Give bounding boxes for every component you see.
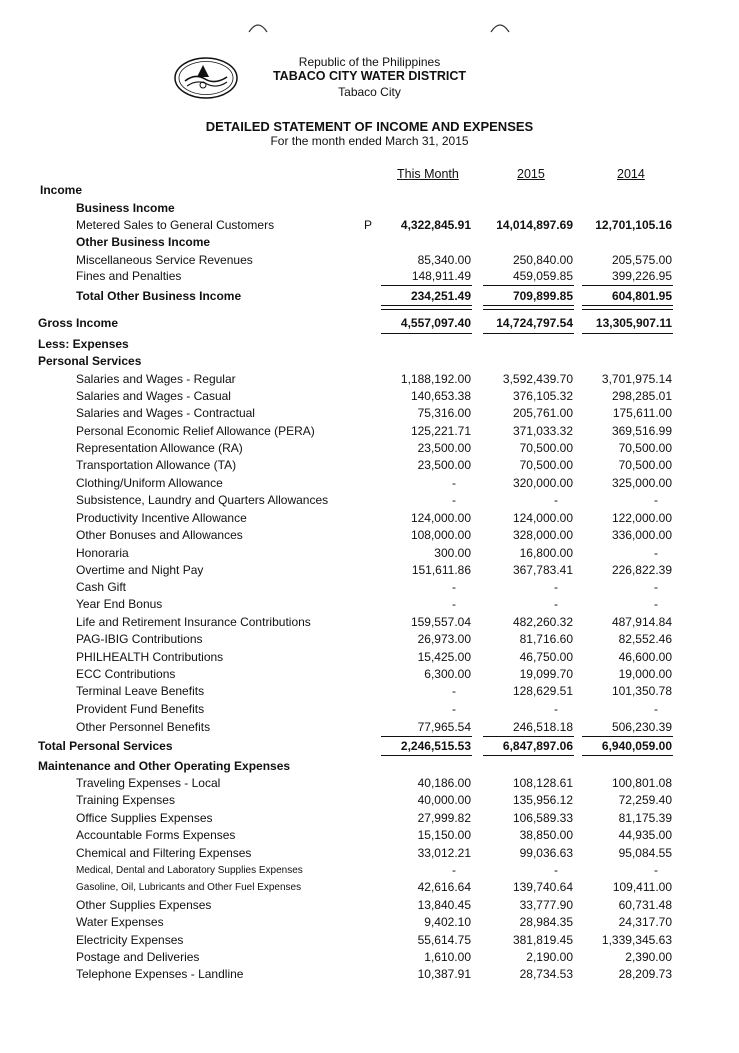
this-month-value: 15,150.00 (417, 828, 471, 842)
year-2014-value: 100,801.08 (611, 776, 672, 790)
year-2015-value: 459,059.85 (512, 269, 573, 283)
year-2014-value: 226,822.39 (611, 563, 672, 577)
table-row (0, 632, 739, 649)
year-2014-value: 325,000.00 (611, 476, 672, 490)
year-2015-value: - (554, 863, 558, 877)
year-2015-value: 320,000.00 (512, 476, 573, 490)
this-month-value: - (452, 684, 456, 698)
year-2014-value: - (654, 493, 658, 507)
row-label: Metered Sales to General Customers (76, 218, 275, 232)
table-row (0, 354, 739, 371)
year-2015-value: 108,128.61 (512, 776, 573, 790)
table-row (0, 933, 739, 950)
row-label: Office Supplies Expenses (76, 811, 213, 825)
year-2014-value: 70,500.00 (618, 441, 672, 455)
table-row (0, 493, 739, 510)
year-2014-value: 12,701,105.16 (595, 218, 672, 232)
punch-hole-mark (248, 20, 268, 34)
row-label: Salaries and Wages - Contractual (76, 406, 255, 420)
table-row (0, 389, 739, 406)
total-rule (483, 333, 574, 334)
year-2014-value: 24,317.70 (618, 915, 672, 929)
row-label: Income (40, 183, 83, 197)
table-row (0, 915, 739, 932)
table-row (0, 337, 739, 354)
row-label: Maintenance and Other Operating Expenses (38, 759, 291, 773)
row-label: Gasoline, Oil, Lubricants and Other Fuel Expenses (76, 882, 302, 893)
table-row (0, 967, 739, 984)
row-label: Salaries and Wages - Regular (76, 372, 236, 386)
year-2015-value: 205,761.00 (512, 406, 573, 420)
year-2014-value: 1,339,345.63 (601, 933, 672, 947)
table-row (0, 253, 739, 270)
table-row (0, 580, 739, 597)
table-row (0, 667, 739, 684)
row-label: Cash Gift (76, 580, 127, 594)
row-label: Subsistence, Laundry and Quarters Allowances (76, 493, 329, 507)
this-month-value: 159,557.04 (410, 615, 471, 629)
row-label: Traveling Expenses - Local (76, 776, 221, 790)
total-rule (483, 755, 574, 756)
table-row (0, 441, 739, 458)
subtotal-rule (381, 736, 472, 737)
table-row (0, 201, 739, 218)
this-month-value: 9,402.10 (424, 915, 471, 929)
year-2015-value: 139,740.64 (512, 880, 573, 894)
row-label: PHILHEALTH Contributions (76, 650, 224, 664)
table-row (0, 739, 739, 756)
row-label: Other Supplies Expenses (76, 898, 212, 912)
this-month-value: 77,965.54 (417, 720, 471, 734)
year-2015-value: 124,000.00 (512, 511, 573, 525)
this-month-value: 125,221.71 (410, 424, 471, 438)
currency-symbol: P (364, 218, 373, 232)
year-2014-value: 506,230.39 (611, 720, 672, 734)
row-label: Honoraria (76, 546, 129, 560)
this-month-value: - (452, 493, 456, 507)
year-2014-value: 205,575.00 (611, 253, 672, 267)
table-row (0, 776, 739, 793)
this-month-value: 4,322,845.91 (400, 218, 471, 232)
year-2015-value: - (554, 597, 558, 611)
column-header-2014: 2014 (617, 167, 645, 181)
year-2014-value: 369,516.99 (611, 424, 672, 438)
header-republic: Republic of the Philippines (298, 55, 441, 69)
year-2015-value: 81,716.60 (519, 632, 573, 646)
year-2015-value: 99,036.63 (519, 846, 573, 860)
this-month-value: 13,840.45 (417, 898, 471, 912)
this-month-value: 42,616.64 (417, 880, 471, 894)
year-2015-value: 70,500.00 (519, 458, 573, 472)
year-2014-value: - (654, 546, 658, 560)
this-month-value: 108,000.00 (410, 528, 471, 542)
table-row (0, 563, 739, 580)
row-label: Medical, Dental and Laboratory Supplies Expenses (76, 865, 303, 876)
row-label: PAG-IBIG Contributions (76, 632, 203, 646)
year-2014-value: 101,350.78 (611, 684, 672, 698)
row-label: Transportation Allowance (TA) (76, 458, 237, 472)
year-2015-value: 33,777.90 (519, 898, 573, 912)
table-row (0, 702, 739, 719)
header-city: Tabaco City (338, 85, 401, 99)
year-2015-value: 70,500.00 (519, 441, 573, 455)
row-label: Water Expenses (76, 915, 164, 929)
year-2015-value: 367,783.41 (512, 563, 573, 577)
row-label: Provident Fund Benefits (76, 702, 205, 716)
table-row (0, 546, 739, 563)
year-2014-value: - (654, 702, 658, 716)
this-month-value: 15,425.00 (417, 650, 471, 664)
year-2014-value: 60,731.48 (618, 898, 672, 912)
year-2014-value: - (654, 597, 658, 611)
year-2015-value: 482,260.32 (512, 615, 573, 629)
this-month-value: - (452, 702, 456, 716)
row-label: Year End Bonus (76, 597, 163, 611)
this-month-value: 23,500.00 (417, 441, 471, 455)
table-row (0, 950, 739, 967)
year-2015-value: 16,800.00 (519, 546, 573, 560)
row-label: Salaries and Wages - Casual (76, 389, 231, 403)
row-label: Training Expenses (76, 793, 175, 807)
row-label: Accountable Forms Expenses (76, 828, 236, 842)
year-2014-value: 70,500.00 (618, 458, 672, 472)
row-label: Other Personnel Benefits (76, 720, 211, 734)
this-month-value: 148,911.49 (411, 269, 471, 283)
row-label: Fines and Penalties (76, 269, 182, 283)
table-row (0, 759, 739, 776)
year-2014-value: 81,175.39 (618, 811, 672, 825)
table-row (0, 828, 739, 845)
year-2014-value: 6,940,059.00 (601, 739, 672, 753)
this-month-value: 1,610.00 (424, 950, 471, 964)
year-2015-value: 2,190.00 (526, 950, 573, 964)
table-row (0, 183, 739, 200)
table-row (0, 458, 739, 475)
year-2015-value: 371,033.32 (512, 424, 573, 438)
row-label: Postage and Deliveries (76, 950, 200, 964)
year-2015-value: 376,105.32 (512, 389, 573, 403)
year-2015-value: 19,099.70 (519, 667, 573, 681)
year-2014-value: 487,914.84 (611, 615, 672, 629)
year-2015-value: 38,850.00 (519, 828, 573, 842)
year-2014-value: 95,084.55 (618, 846, 672, 860)
year-2014-value: 82,552.46 (618, 632, 672, 646)
year-2014-value: - (654, 863, 658, 877)
row-label: Telephone Expenses - Landline (76, 967, 244, 981)
header-agency: TABACO CITY WATER DISTRICT (272, 69, 467, 83)
year-2014-value: 399,226.95 (611, 269, 672, 283)
year-2014-value: - (654, 580, 658, 594)
row-label: Total Other Business Income (76, 289, 242, 303)
row-label: Less: Expenses (38, 337, 129, 351)
year-2015-value: 28,734.53 (519, 967, 573, 981)
table-row (0, 528, 739, 545)
this-month-value: - (452, 597, 456, 611)
table-row (0, 597, 739, 614)
year-2014-value: 44,935.00 (618, 828, 672, 842)
punch-hole-mark (490, 20, 510, 34)
subtotal-rule (483, 285, 574, 286)
year-2015-value: 246,518.18 (512, 720, 573, 734)
year-2014-value: 2,390.00 (625, 950, 672, 964)
this-month-value: 40,000.00 (417, 793, 471, 807)
year-2015-value: 14,724,797.54 (496, 316, 573, 330)
year-2014-value: 13,305,907.11 (595, 316, 672, 330)
row-label: Representation Allowance (RA) (76, 441, 243, 455)
table-row (0, 218, 739, 235)
this-month-value: 33,012.21 (417, 846, 471, 860)
this-month-value: 151,611.86 (411, 563, 471, 577)
year-2014-value: 336,000.00 (611, 528, 672, 542)
year-2015-value: 250,840.00 (512, 253, 573, 267)
this-month-value: 75,316.00 (417, 406, 471, 420)
row-label: Personal Economic Relief Allowance (PERA) (76, 424, 315, 438)
table-row (0, 615, 739, 632)
table-row (0, 372, 739, 389)
this-month-value: 4,557,097.40 (400, 316, 471, 330)
this-month-value: 26,973.00 (417, 632, 471, 646)
row-label: Total Personal Services (38, 739, 173, 753)
year-2015-value: 128,629.51 (512, 684, 573, 698)
table-row (0, 316, 739, 333)
this-month-value: 10,387.91 (417, 967, 471, 981)
table-row (0, 811, 739, 828)
year-2015-value: 328,000.00 (512, 528, 573, 542)
year-2015-value: 135,956.12 (512, 793, 573, 807)
total-rule (582, 755, 673, 756)
table-row (0, 235, 739, 252)
year-2014-value: 19,000.00 (618, 667, 672, 681)
table-row (0, 898, 739, 915)
table-row (0, 511, 739, 528)
this-month-value: - (452, 863, 456, 877)
row-label: Miscellaneous Service Revenues (76, 253, 253, 267)
this-month-value: 2,246,515.53 (400, 739, 471, 753)
table-row (0, 406, 739, 423)
year-2015-value: 3,592,439.70 (502, 372, 573, 386)
table-row (0, 793, 739, 810)
this-month-value: 40,186.00 (417, 776, 471, 790)
year-2015-value: 28,984.35 (519, 915, 573, 929)
table-row (0, 650, 739, 667)
year-2014-value: 3,701,975.14 (601, 372, 672, 386)
this-month-value: 85,340.00 (417, 253, 471, 267)
year-2015-value: 46,750.00 (519, 650, 573, 664)
this-month-value: - (452, 476, 456, 490)
row-label: Chemical and Filtering Expenses (76, 846, 252, 860)
year-2014-value: 109,411.00 (612, 880, 672, 894)
row-label: Productivity Incentive Allowance (76, 511, 247, 525)
year-2014-value: 28,209.73 (618, 967, 672, 981)
table-row (0, 720, 739, 737)
table-row (0, 269, 739, 286)
total-double-rule (582, 305, 673, 310)
year-2015-value: 709,899.85 (512, 289, 573, 303)
this-month-value: 1,188,192.00 (400, 372, 471, 386)
row-label: Life and Retirement Insurance Contributions (76, 615, 311, 629)
year-2015-value: 6,847,897.06 (502, 739, 573, 753)
row-label: Personal Services (38, 354, 142, 368)
table-row (0, 880, 739, 897)
row-label: Gross Income (38, 316, 119, 330)
table-row (0, 684, 739, 701)
total-double-rule (483, 305, 574, 310)
total-rule (381, 755, 472, 756)
subtotal-rule (582, 736, 673, 737)
year-2015-value: 381,819.45 (512, 933, 573, 947)
this-month-value: 124,000.00 (410, 511, 471, 525)
year-2014-value: 298,285.01 (611, 389, 672, 403)
total-rule (381, 333, 472, 334)
row-label: Business Income (76, 201, 175, 215)
this-month-value: 23,500.00 (417, 458, 471, 472)
row-label: ECC Contributions (76, 667, 176, 681)
this-month-value: 55,614.75 (417, 933, 471, 947)
statement-period: For the month ended March 31, 2015 (270, 134, 469, 148)
year-2015-value: - (554, 493, 558, 507)
table-row (0, 289, 739, 306)
statement-title: DETAILED STATEMENT OF INCOME AND EXPENSES (205, 119, 534, 134)
year-2014-value: 604,801.95 (611, 289, 672, 303)
subtotal-rule (483, 736, 574, 737)
subtotal-rule (381, 285, 472, 286)
this-month-value: 27,999.82 (417, 811, 471, 825)
total-double-rule (381, 305, 472, 310)
year-2014-value: 46,600.00 (618, 650, 672, 664)
year-2015-value: - (554, 702, 558, 716)
year-2015-value: - (554, 580, 558, 594)
this-month-value: 140,653.38 (410, 389, 471, 403)
year-2014-value: 175,611.00 (612, 406, 672, 420)
this-month-value: 300.00 (434, 546, 471, 560)
column-header-this-month: This Month (397, 167, 459, 181)
row-label: Electricity Expenses (76, 933, 184, 947)
row-label: Other Bonuses and Allowances (76, 528, 243, 542)
year-2015-value: 106,589.33 (512, 811, 573, 825)
this-month-value: 6,300.00 (424, 667, 471, 681)
row-label: Other Business Income (76, 235, 211, 249)
this-month-value: 234,251.49 (410, 289, 471, 303)
column-header-2015: 2015 (517, 167, 545, 181)
row-label: Overtime and Night Pay (76, 563, 204, 577)
year-2015-value: 14,014,897.69 (496, 218, 573, 232)
year-2014-value: 122,000.00 (611, 511, 672, 525)
row-label: Clothing/Uniform Allowance (76, 476, 223, 490)
subtotal-rule (582, 285, 673, 286)
total-rule (582, 333, 673, 334)
table-row (0, 863, 739, 880)
table-row (0, 846, 739, 863)
this-month-value: - (452, 580, 456, 594)
table-row (0, 476, 739, 493)
year-2014-value: 72,259.40 (618, 793, 672, 807)
row-label: Terminal Leave Benefits (76, 684, 205, 698)
table-row (0, 424, 739, 441)
